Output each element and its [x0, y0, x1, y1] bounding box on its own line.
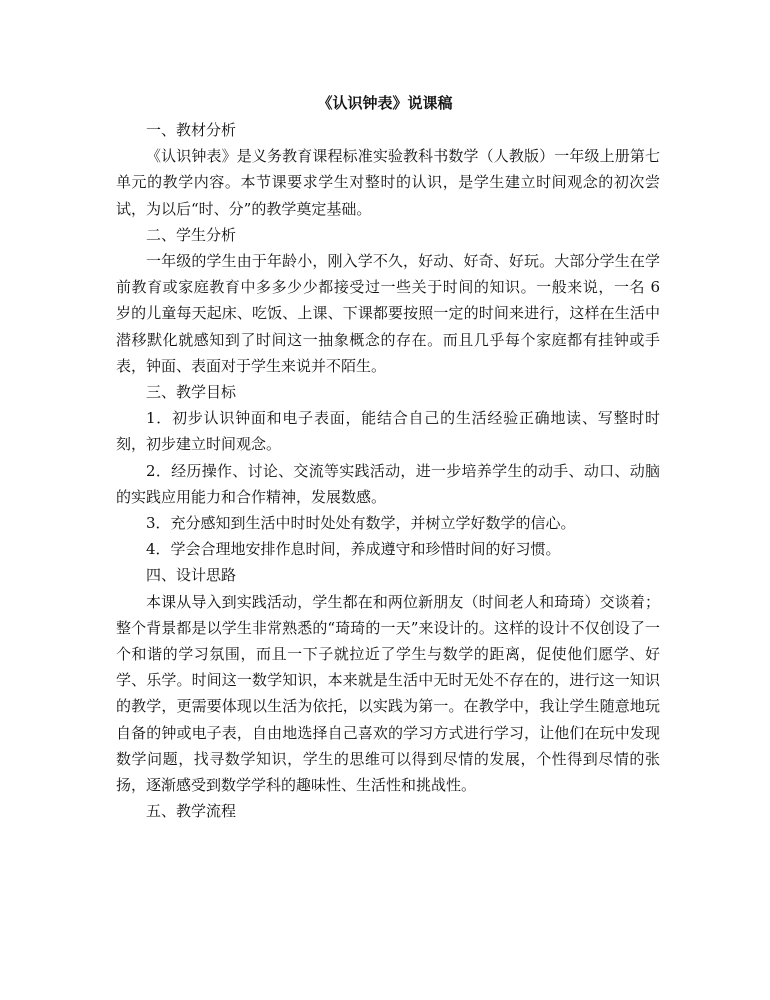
goal-item: 3．充分感知到生活中时时处处有数学，并树立学好数学的信心。 [146, 514, 576, 533]
body-paragraph: 《认识钟表》是义务教育课程标准实验教科书数学（人教版）一年级上册第七单元的教学内容。本节课要求学生对整时的认识，是学生建立时间观念的初次尝试，为以后“时、分”的教学奠定基础。 [116, 147, 660, 218]
document-body [116, 117, 660, 824]
goal-item: 2．经历操作、讨论、交流等实践活动，进一步培养学生的动手、动口、动脑的实践应用能力和合作精神，发展数感。 [116, 461, 660, 506]
section-heading: 五、教学流程 [146, 802, 237, 821]
section-heading: 四、设计思路 [146, 566, 237, 585]
goal-item: 1．初步认识钟面和电子表面，能结合自己的生活经验正确地读、写整时时刻，初步建立时间观念。 [116, 409, 660, 454]
section-heading: 一、教材分析 [146, 121, 237, 139]
body-paragraph: 一年级的学生由于年龄小，刚入学不久，好动、好奇、好玩。大部分学生在学前教育或家庭教育中多多少少都接受过一些关于时间的知识。一般来说，一名 6 岁的儿童每天起床、吃饭、上课、下课都要按照一定的时间来进行，这样在生活中潜移默化就感知到了时间这一抽象概念的存在。而且几乎每个家庭都有挂钟或手表，钟面、表面对于学生来说并不陌生。 [116, 252, 660, 375]
goal-item: 4．学会合理地安排作息时间，养成遵守和珍惜时间的好习惯。 [146, 540, 561, 559]
section-heading: 二、学生分析 [146, 225, 237, 244]
body-paragraph: 本课从导入到实践活动，学生都在和两位新朋友（时间老人和琦琦）交谈着；整个背景都是以学生非常熟悉的“琦琦的一天”来设计的。这样的设计不仅创设了一个和谐的学习氛围，而且一下子就拉近了学生与数学的距离，促使他们愿学、好学、乐学。时间这一数学知识，本来就是生活中无时无处不存在的，进行这一知识的教学，更需要体现以生活为依托，以实践为第一。在教学中，我让学生随意地玩自备的钟或电子表，自由地选择自己喜欢的学习方式进行学习，让他们在玩中发现数学问题，找寻数学知识，学生的思维可以得到尽情的发展，个性得到尽情的张扬，逐渐感受到数学学科的趣味性、生活性和挑战性。 [116, 592, 660, 795]
section-heading: 三、教学目标 [146, 383, 237, 402]
document-title: 《认识钟表》说课稿 [317, 94, 453, 112]
